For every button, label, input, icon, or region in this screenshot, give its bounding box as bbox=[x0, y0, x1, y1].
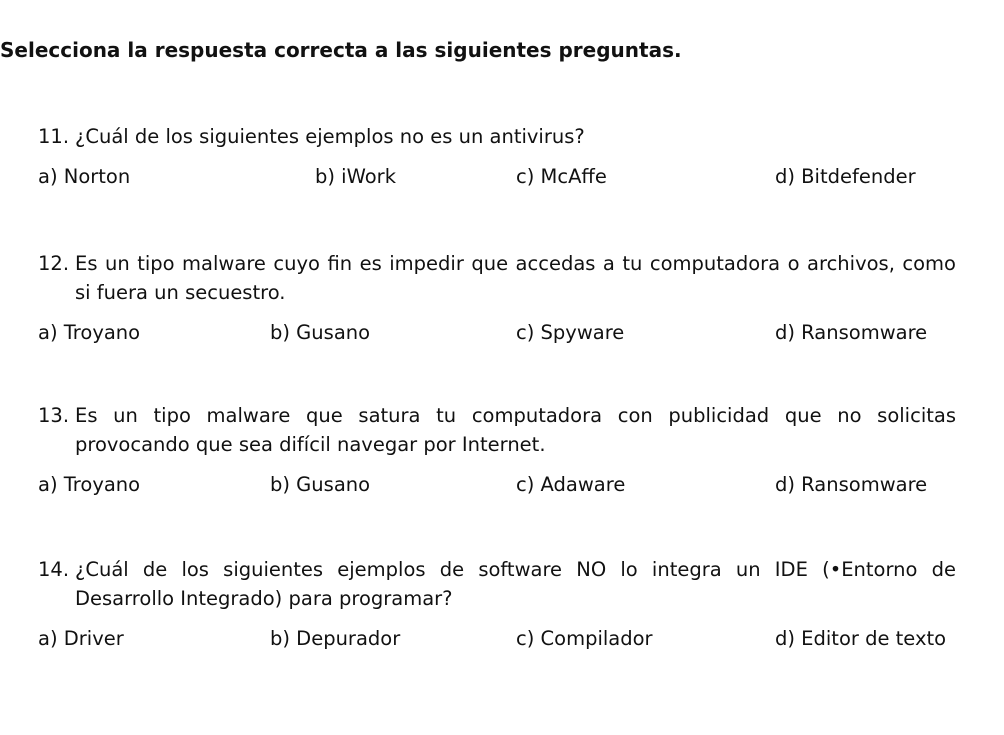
question-number: 11. bbox=[38, 125, 70, 148]
question-text: ¿Cuál de los siguientes ejemplos no es un antivirus? bbox=[75, 125, 585, 148]
question-13-options bbox=[38, 473, 956, 501]
question-13-text-row bbox=[38, 401, 956, 459]
option-b[interactable]: b) Gusano bbox=[270, 321, 371, 344]
option-a[interactable]: a) Troyano bbox=[38, 321, 141, 344]
option-c[interactable]: c) Compilador bbox=[516, 627, 653, 650]
question-text: ¿Cuál de los siguientes ejemplos de software NO lo integra un IDE (•Entorno de Desarrollo Integrado) para programar? bbox=[75, 558, 956, 610]
question-11 bbox=[38, 122, 956, 193]
question-number: 12. bbox=[38, 252, 70, 275]
question-14 bbox=[38, 555, 956, 655]
option-c[interactable]: c) McAffe bbox=[516, 165, 607, 188]
question-14-text-row bbox=[38, 555, 956, 613]
question-14-options bbox=[38, 627, 956, 655]
option-b[interactable]: b) Depurador bbox=[270, 627, 401, 650]
question-number: 14. bbox=[38, 558, 70, 581]
option-b[interactable]: b) Gusano bbox=[270, 473, 371, 496]
option-b[interactable]: b) iWork bbox=[315, 165, 396, 188]
instructions-heading: Selecciona la respuesta correcta a las siguientes preguntas. bbox=[0, 38, 682, 62]
question-number: 13. bbox=[38, 404, 70, 427]
question-12-options bbox=[38, 321, 956, 349]
option-d[interactable]: d) Ransomware bbox=[775, 321, 928, 344]
option-c[interactable]: c) Spyware bbox=[516, 321, 625, 344]
option-d[interactable]: d) Ransomware bbox=[775, 473, 928, 496]
question-11-text-row bbox=[38, 122, 956, 151]
question-11-options bbox=[38, 165, 956, 193]
option-d[interactable]: d) Editor de texto bbox=[775, 627, 947, 650]
option-a[interactable]: a) Driver bbox=[38, 627, 124, 650]
option-a[interactable]: a) Norton bbox=[38, 165, 131, 188]
question-text: Es un tipo malware cuyo fin es impedir que accedas a tu computadora o archivos, como si fuera un secuestro. bbox=[75, 252, 956, 304]
option-d[interactable]: d) Bitdefender bbox=[775, 165, 916, 188]
question-text: Es un tipo malware que satura tu computadora con publicidad que no solicitas provocando que sea difícil navegar por Internet. bbox=[75, 404, 956, 456]
question-12-text-row bbox=[38, 249, 956, 307]
option-c[interactable]: c) Adaware bbox=[516, 473, 626, 496]
question-12 bbox=[38, 249, 956, 349]
question-13 bbox=[38, 401, 956, 501]
option-a[interactable]: a) Troyano bbox=[38, 473, 141, 496]
